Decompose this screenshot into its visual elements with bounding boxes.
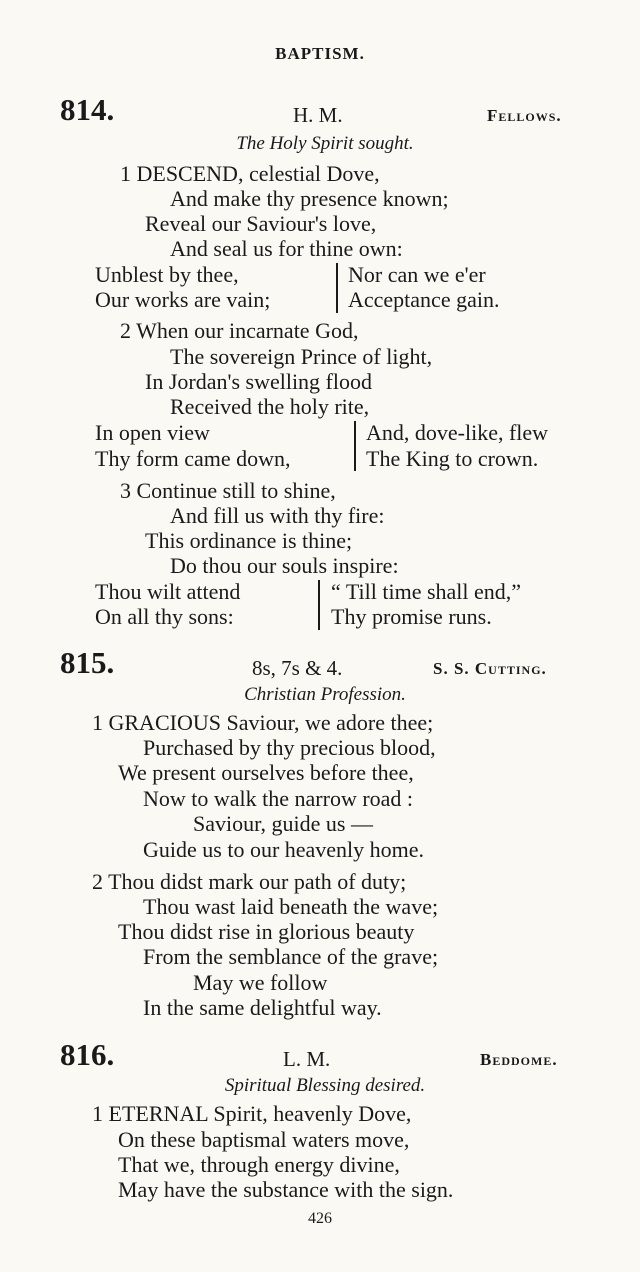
verse-line: 1 ETERNAL Spirit, heavenly Dove, xyxy=(92,1101,412,1126)
hymn-number: 814. xyxy=(60,92,115,127)
hymn-subtitle: The Holy Spirit sought. xyxy=(236,133,414,154)
verse-line: And fill us with thy fire: xyxy=(170,503,385,528)
couplet-left-line: Our works are vain; xyxy=(95,287,271,312)
verse-line: The sovereign Prince of light, xyxy=(170,344,433,369)
verse-line: 2 When our incarnate God, xyxy=(120,318,359,343)
verse-line: This ordinance is thine; xyxy=(145,528,353,553)
verse-line: May have the substance with the sign. xyxy=(118,1177,454,1202)
verse-line: And make thy presence known; xyxy=(170,186,449,211)
couplet-right-line: “ Till time shall end,” xyxy=(331,579,522,604)
couplet-right-line: The King to crown. xyxy=(366,446,539,471)
verse-line: We present ourselves before thee, xyxy=(118,760,414,785)
verse-line: Guide us to our heavenly home. xyxy=(143,837,425,862)
verse-line: Received the holy rite, xyxy=(170,394,370,419)
couplet-divider xyxy=(354,421,356,471)
couplet-left-line: In open view xyxy=(95,420,210,445)
verse-line: And seal us for thine own: xyxy=(170,236,403,261)
verse-line: In Jordan's swelling flood xyxy=(145,369,372,394)
couplet-divider xyxy=(336,263,338,313)
hymn-tune: Fellows. xyxy=(487,106,562,125)
couplet-left-line: Thy form came down, xyxy=(95,446,291,471)
verse-line: Reveal our Saviour's love, xyxy=(145,211,377,236)
couplet-left-line: Unblest by thee, xyxy=(95,262,239,287)
hymn-subtitle: Spiritual Blessing desired. xyxy=(224,1075,426,1096)
hymn-meter: H. M. xyxy=(293,103,343,127)
hymn-number: 816. xyxy=(60,1037,115,1072)
verse-line: That we, through energy divine, xyxy=(118,1152,400,1177)
hymn-tune: Beddome. xyxy=(480,1050,558,1069)
couplet-right-line: And, dove-like, flew xyxy=(366,420,549,445)
verse-line: 1 DESCEND, celestial Dove, xyxy=(120,161,380,186)
couplet-right-line: Nor can we e'er xyxy=(348,262,486,287)
verse-line: Saviour, guide us — xyxy=(193,811,373,836)
verse-line: Thou wast laid beneath the wave; xyxy=(143,894,439,919)
couplet-left-line: On all thy sons: xyxy=(95,604,234,629)
hymn-meter: L. M. xyxy=(283,1047,331,1071)
hymn-subtitle: Christian Profession. xyxy=(244,684,406,705)
couplet-left-line: Thou wilt attend xyxy=(95,579,241,604)
verse-line: 2 Thou didst mark our path of duty; xyxy=(92,869,407,894)
page-number: 426 xyxy=(308,1210,332,1227)
verse-line: Now to walk the narrow road : xyxy=(143,786,414,811)
verse-line: Do thou our souls inspire: xyxy=(170,553,399,578)
verse-line: Thou didst rise in glorious beauty xyxy=(118,919,415,944)
verse-line: On these baptismal waters move, xyxy=(118,1127,410,1152)
verse-line: 1 GRACIOUS Saviour, we adore thee; xyxy=(92,710,434,735)
running-head: BAPTISM. xyxy=(275,44,365,63)
verse-line: 3 Continue still to shine, xyxy=(120,478,336,503)
couplet-right-line: Acceptance gain. xyxy=(348,287,500,312)
hymn-tune: S. S. Cutting. xyxy=(433,659,547,678)
verse-line: From the semblance of the grave; xyxy=(143,944,439,969)
couplet-divider xyxy=(318,580,320,630)
couplet-right-line: Thy promise runs. xyxy=(331,604,492,629)
verse-line: In the same delightful way. xyxy=(143,995,382,1020)
hymn-meter: 8s, 7s & 4. xyxy=(252,656,343,680)
verse-line: May we follow xyxy=(193,970,328,995)
verse-line: Purchased by thy precious blood, xyxy=(143,735,436,760)
hymn-number: 815. xyxy=(60,645,115,680)
